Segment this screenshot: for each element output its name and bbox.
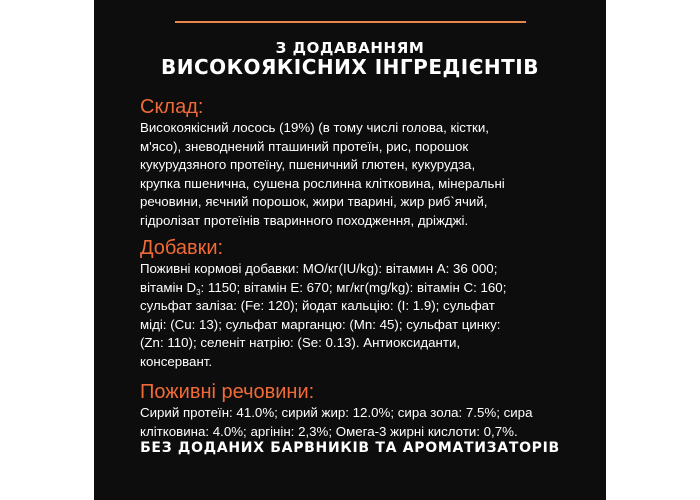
composition-line: речовини, яєчний порошок, жири тварині, жир риб`ячий, (140, 194, 488, 210)
label-panel (94, 0, 606, 500)
nutrients-line: клітковина: 4.0%; аргінін: 2,3%; Омега-3 жирні кислоти: 0,7%. (140, 423, 518, 439)
nutrients-section (140, 381, 606, 441)
additives-section (140, 237, 606, 372)
additives-line: (Zn: 110); селеніт натрію: (Se: 0.13). Антиоксиданти, (140, 335, 461, 351)
subscript-3: 3 (196, 287, 201, 297)
additives-line: Поживні кормові добавки: МО/кг(IU/kg): вітамин А: 36 000; (140, 261, 498, 276)
composition-title: Склад: (140, 96, 204, 118)
headline-main: ВИСОКОЯКІСНИХ ІНГРЕДІЄНТІВ (161, 55, 539, 79)
additives-line: сульфат заліза: (Fe: 120); йодат кальцію: (I: 1.9); сульфат (140, 298, 495, 314)
composition-line: крупка пшенична, сушена рослинна клітковина, мінеральні (140, 175, 505, 191)
additives-text: вітамін D (140, 279, 197, 295)
additives-text: : 1150; вітамін Е: 670; мг/кг(mg/kg): вітамін С: 160; (200, 279, 507, 295)
footer-claim: БЕЗ ДОДАНИХ БАРВНИКІВ ТА АРОМАТИЗАТОРІВ (140, 440, 560, 456)
composition-line: кукурудзяного протеїну, пшеничний глютен, кукурудза, (140, 157, 476, 173)
additives-line: консервант. (140, 353, 213, 369)
composition-section (140, 96, 606, 231)
composition-line: Високоякісний лосось (19%) (в тому числі голова, кістки, (140, 120, 489, 135)
composition-line: м'ясо), зневоднений пташиний протеїн, рис, порошок (140, 138, 469, 154)
additives-line-vitamin-d (140, 279, 606, 298)
composition-line: гідролізат протеїнів тваринного походження, дріжджі. (140, 212, 469, 228)
additives-line: міді: (Cu: 13); сульфат марганцю: (Mn: 45); сульфат цинку: (140, 316, 501, 332)
additives-title: Добавки: (140, 237, 224, 259)
nutrients-line: Сирий протеїн: 41.0%; сирий жир: 12.0%; сира зола: 7.5%; сира (140, 405, 533, 420)
nutrients-title: Поживні речовини: (140, 381, 315, 403)
headline-top: З ДОДАВАННЯМ (275, 39, 425, 57)
accent-divider (175, 21, 526, 23)
